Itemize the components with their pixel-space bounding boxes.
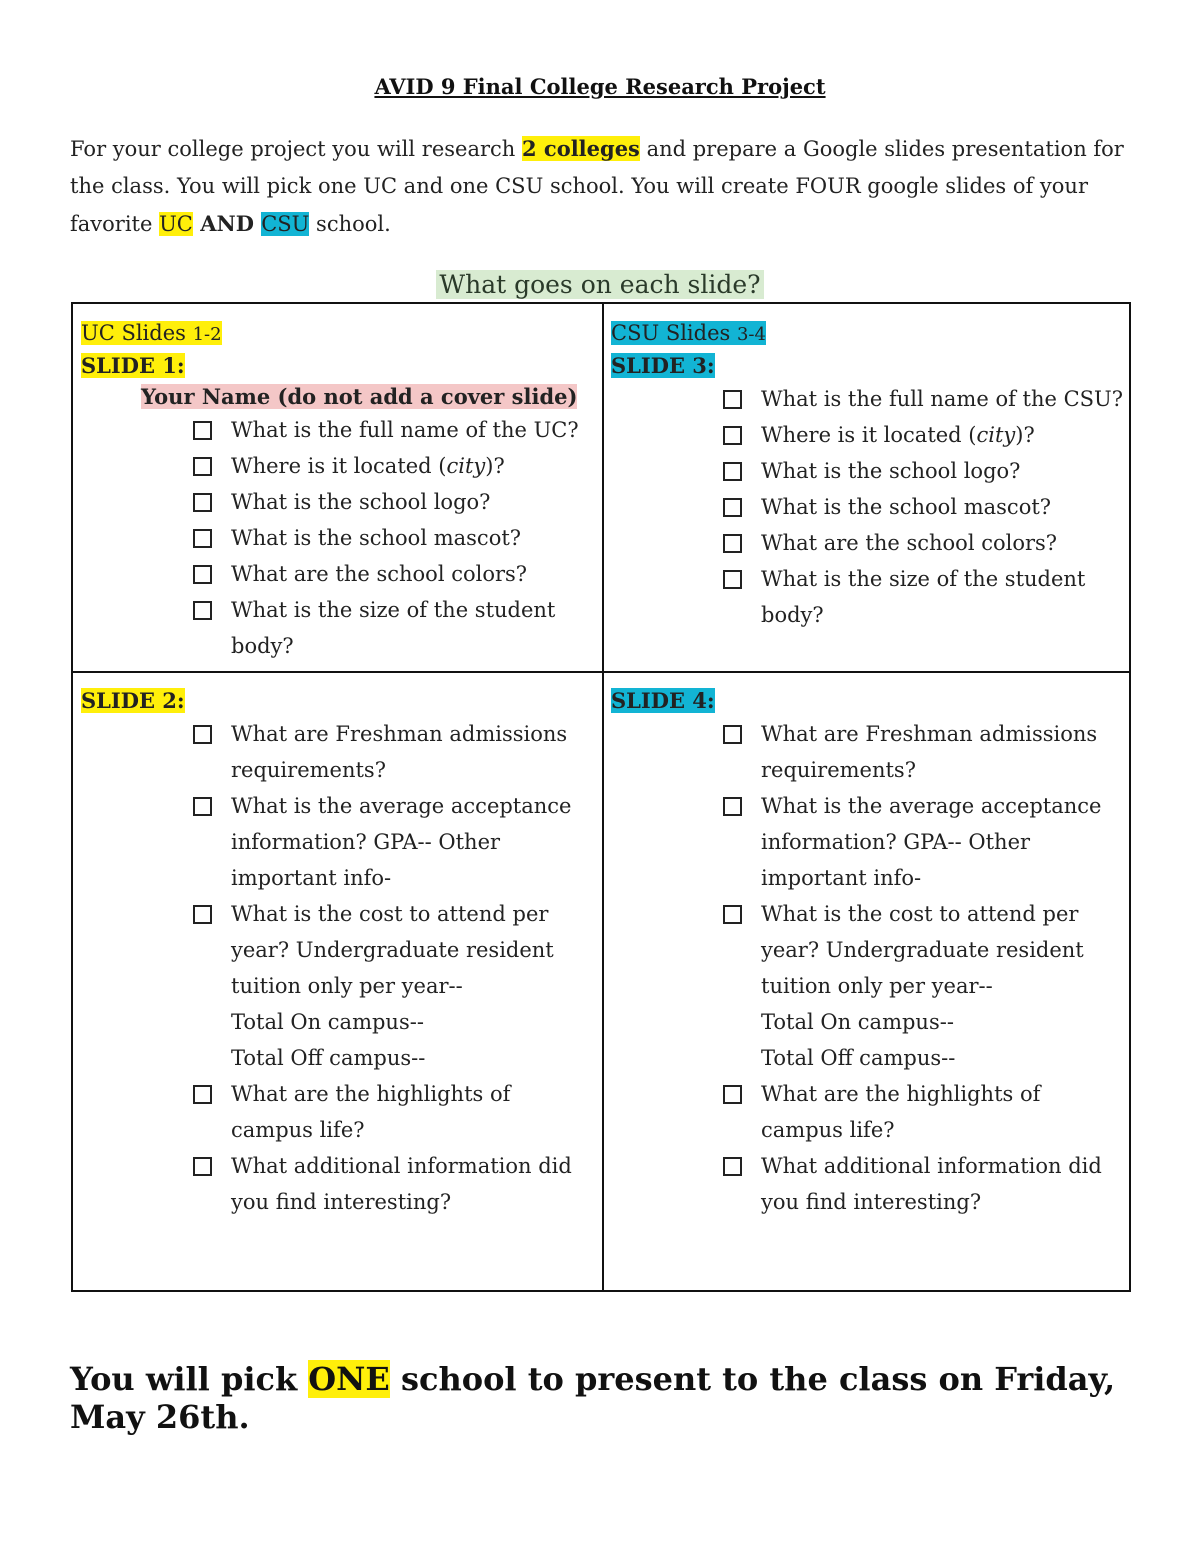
- checkbox[interactable]: [193, 797, 212, 816]
- checklist-item: [723, 525, 1126, 561]
- checklist-item: [193, 448, 596, 484]
- checklist-text: What is the size of the student body?: [231, 598, 556, 658]
- checkbox[interactable]: [723, 725, 742, 744]
- uc-slide2-cell: [81, 685, 596, 1220]
- checkbox[interactable]: [193, 529, 212, 548]
- checkbox[interactable]: [723, 462, 742, 481]
- document-title: AVID 9 Final College Research Project: [374, 74, 826, 99]
- csu-slide4-cell: [611, 685, 1126, 1220]
- checklist-text: What is the average acceptance information? GPA-- Other important info-: [231, 794, 572, 890]
- checklist-item: [723, 788, 1126, 896]
- intro-highlight-csu: CSU: [261, 212, 310, 236]
- slide3-label: [611, 350, 1126, 381]
- slide4-label: [611, 685, 1126, 716]
- intro-text-2: and prepare a Google slides presentation for the class. You will pick one UC and one CSU school. You will create FOUR google slides of your favorite: [70, 137, 1124, 236]
- checklist-text: What is the school logo?: [761, 459, 1021, 483]
- checklist-item: [723, 453, 1126, 489]
- slide2-checklist: [81, 716, 596, 1220]
- checkbox[interactable]: [193, 421, 212, 440]
- table-caption-text: What goes on each slide?: [436, 270, 763, 299]
- checklist-text: What are Freshman admissions requirements?: [761, 722, 1098, 782]
- checklist-item: [723, 716, 1126, 788]
- checklist-item: [723, 417, 1126, 453]
- checklist-text: What are the highlights of campus life?: [231, 1082, 511, 1142]
- checkbox[interactable]: [723, 534, 742, 553]
- checklist-text: What are the school colors?: [761, 531, 1058, 555]
- checklist-item: [723, 561, 1126, 633]
- checkbox[interactable]: [723, 797, 742, 816]
- checklist-text: What is the size of the student body?: [761, 567, 1086, 627]
- checklist-item: [193, 716, 596, 788]
- checklist-item: [193, 484, 596, 520]
- cost-on-campus: Total On campus--: [761, 1010, 954, 1034]
- checklist-text: What is the full name of the UC?: [231, 418, 579, 442]
- checkbox[interactable]: [723, 498, 742, 517]
- uc-header: [81, 318, 596, 350]
- checklist-item: [193, 592, 596, 664]
- checklist-item: [193, 556, 596, 592]
- uc-slide1-cell: [81, 318, 596, 664]
- uc-header-range: 1-2: [192, 324, 222, 345]
- city-close: )?: [485, 454, 505, 478]
- csu-slide3-cell: [611, 318, 1126, 633]
- your-name-line: [141, 381, 596, 412]
- slide1-label: [81, 350, 596, 381]
- checklist-text: What is the school mascot?: [761, 495, 1052, 519]
- uc-header-label: [81, 321, 222, 345]
- csu-header: [611, 318, 1126, 350]
- table-caption: [0, 270, 1200, 299]
- your-name-text: Your Name (do not add a cover slide): [141, 384, 578, 409]
- checklist-item: [723, 1076, 1126, 1148]
- checklist-item: [193, 1076, 596, 1148]
- city-word: city: [446, 454, 486, 478]
- checklist-item: [193, 788, 596, 896]
- checklist-item: [193, 1148, 596, 1220]
- slide1-checklist: [81, 412, 596, 664]
- checklist-text: What additional information did you find interesting?: [761, 1154, 1102, 1214]
- checkbox[interactable]: [723, 426, 742, 445]
- footer-text-1: You will pick: [70, 1360, 309, 1398]
- checkbox[interactable]: [723, 390, 742, 409]
- checklist-text: What are the highlights of campus life?: [761, 1082, 1041, 1142]
- footer-text-2: school to present to the class on Friday, May 26th.: [70, 1360, 1116, 1436]
- intro-and: AND: [192, 211, 262, 236]
- checkbox[interactable]: [193, 565, 212, 584]
- checkbox[interactable]: [193, 601, 212, 620]
- slide4-label-text: SLIDE 4:: [611, 688, 715, 713]
- checkbox[interactable]: [723, 1157, 742, 1176]
- checklist-text: What are the school colors?: [231, 562, 528, 586]
- uc-header-main: UC Slides: [81, 321, 193, 345]
- city-word: city: [976, 423, 1016, 447]
- checkbox[interactable]: [723, 905, 742, 924]
- intro-text-1: For your college project you will research: [70, 137, 522, 161]
- table-divider-vertical: [602, 304, 604, 1290]
- checklist-item: [723, 1148, 1126, 1220]
- csu-header-main: CSU Slides: [611, 321, 737, 345]
- checkbox[interactable]: [723, 1085, 742, 1104]
- checklist-item: [723, 489, 1126, 525]
- checklist-item: [723, 381, 1126, 417]
- cost-on-campus: Total On campus--: [231, 1010, 424, 1034]
- checklist-item: [193, 412, 596, 448]
- slide3-label-text: SLIDE 3:: [611, 353, 715, 378]
- intro-text-3: school.: [309, 212, 391, 236]
- checklist-item: [723, 896, 1126, 1076]
- checklist-text: Where is it located (: [231, 454, 447, 478]
- checklist-text: What are Freshman admissions requirements?: [231, 722, 568, 782]
- cost-off-campus: Total Off campus--: [761, 1046, 956, 1070]
- intro-highlight-colleges: 2 colleges: [521, 136, 640, 161]
- checklist-text: What additional information did you find interesting?: [231, 1154, 572, 1214]
- intro-highlight-uc: UC: [159, 212, 193, 236]
- checklist-text: What is the school logo?: [231, 490, 491, 514]
- slides-table: [71, 302, 1131, 1292]
- checklist-text: What is the average acceptance information? GPA-- Other important info-: [761, 794, 1102, 890]
- checklist-item: [193, 520, 596, 556]
- slide3-checklist: [611, 381, 1126, 633]
- checkbox[interactable]: [193, 457, 212, 476]
- checkbox[interactable]: [723, 570, 742, 589]
- checklist-text: What is the cost to attend per year? Undergraduate resident tuition only per year--: [231, 902, 554, 998]
- checklist-text: What is the school mascot?: [231, 526, 522, 550]
- slide2-label: [81, 685, 596, 716]
- checklist-text: What is the full name of the CSU?: [761, 387, 1124, 411]
- footer-instruction: [70, 1360, 1170, 1436]
- footer-highlight-one: ONE: [308, 1360, 390, 1398]
- checkbox[interactable]: [193, 1085, 212, 1104]
- checkbox[interactable]: [193, 493, 212, 512]
- slide1-label-text: SLIDE 1:: [81, 353, 185, 378]
- checklist-item: [193, 896, 596, 1076]
- checklist-text: What is the cost to attend per year? Undergraduate resident tuition only per year--: [761, 902, 1084, 998]
- csu-header-range: 3-4: [736, 324, 766, 345]
- table-divider-horizontal: [73, 671, 1129, 673]
- intro-paragraph: [70, 130, 1130, 243]
- city-close: )?: [1015, 423, 1035, 447]
- checkbox[interactable]: [193, 725, 212, 744]
- checklist-text: Where is it located (: [761, 423, 977, 447]
- checkbox[interactable]: [193, 905, 212, 924]
- cost-off-campus: Total Off campus--: [231, 1046, 426, 1070]
- csu-header-label: [611, 321, 766, 345]
- slide4-checklist: [611, 716, 1126, 1220]
- checkbox[interactable]: [193, 1157, 212, 1176]
- slide2-label-text: SLIDE 2:: [81, 688, 185, 713]
